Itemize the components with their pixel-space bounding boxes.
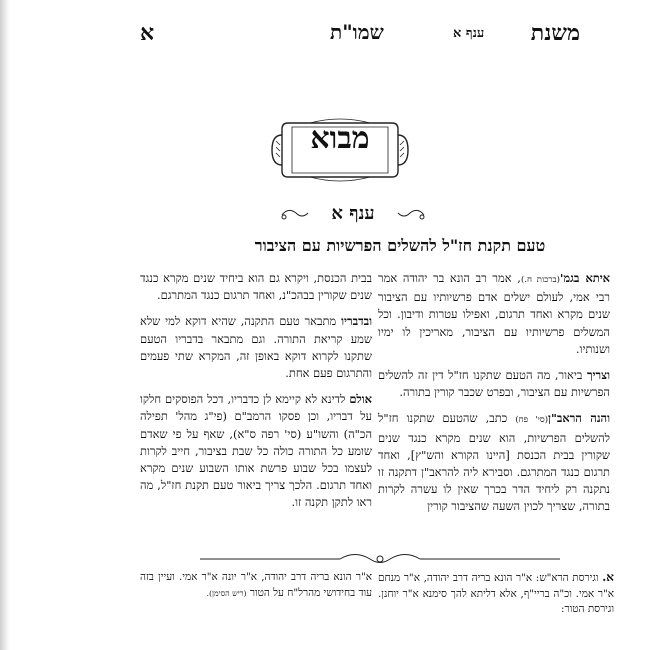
book-spine-shadow bbox=[0, 0, 10, 650]
paragraph-text: ביאור, מה הטעם שתקנו חז"ל דין זה להשלים הפרשיות עם הציבור, ובפרט שכבר קורין בתורה. bbox=[378, 368, 610, 400]
paragraph bbox=[140, 391, 372, 511]
paragraph-text: כתב, שהטעם שתקנו חז"ל להשלים הפרשיות, הוא שנים מקרא כנגד שנים שקורין בבית הכנסת [היינו הקורא והש"ץ], ואחד תרגום כנגד המתרגם. וסבירא ליה להראב"ן דתקנה זו נתקנה רק ליחיד הדר בכרך שאין לו עשרה לקרות בתורה, שצריך לכוין השעה שהציבור קורין bbox=[378, 411, 610, 514]
header-section: ענף א bbox=[453, 26, 485, 41]
paragraph-text: , אמר רב הונא בר יהודה אמר רבי אמי, לעולם ישלים אדם פרשיותיו עם הציבור שנים מקרא ואחד תרגום, ואפילו עטרות ודיבון. וכל המשלים פרשיותיו עם הציבור, מאריכין לו ימיו ושנותיו. bbox=[378, 271, 610, 356]
chapter-title: ענף א bbox=[331, 203, 375, 224]
right-text-column bbox=[378, 270, 610, 525]
footnote-right bbox=[378, 570, 614, 618]
paragraph bbox=[378, 410, 610, 515]
header-title: שמו"ת bbox=[330, 20, 384, 44]
section-subtitle: טעם תקנת חז"ל להשלים הפרשיות עם הציבור bbox=[254, 236, 546, 255]
running-header bbox=[140, 20, 580, 50]
header-book-name: משנת bbox=[530, 20, 580, 46]
paragraph-lead: וצריך bbox=[586, 368, 610, 383]
paragraph-lead: איתא בגמ' bbox=[559, 271, 610, 285]
footnote-marker: א. bbox=[602, 570, 614, 584]
paragraph bbox=[140, 270, 372, 304]
paragraph-text: בבית הכנסת, ויקרא גם הוא ביחיד שנים מקרא כנגד שנים שקורין בבהכ"נ, ואחד תרגום כנגד המתרגם. bbox=[140, 271, 372, 303]
footnote-text: וגירסת הרא"ש: א"ר הונא בריה דרב יהודה, א"ר מנחם א"ר אמי. וכ"ה בריי"ף, אלא דליתא להך סימנא א"ר יוחנן. וגירסת הטור: bbox=[378, 572, 614, 615]
paragraph-lead: אולם bbox=[349, 392, 372, 407]
paragraph-text: מתבאר טעם התקנה, שהיא דוקא למי שלא שמע קריאת התורה. וגם מתבאר בדבריו הטעם שתקנו לקרוא דוקא באופן זה, המקרא שתי פעמים והתרגום פעם אחת. bbox=[140, 314, 372, 381]
source-reference: (סי' פח) bbox=[515, 415, 549, 426]
paragraph bbox=[378, 270, 610, 358]
left-text-column bbox=[140, 270, 372, 521]
intro-title: מבוא bbox=[310, 121, 370, 156]
paragraph-lead: והנה הראב"ן bbox=[548, 411, 611, 426]
header-page-letter: א bbox=[140, 20, 155, 46]
paragraph-text: לדינא לא קיימא לן כדבריו, דכל הפוסקים חלקו על דבריו, וכן פסקו הרמב"ם (פי"ג מהל' תפילה הכ"ה) והשו"ע (סי' רפה ס"א), שאף על פי שאדם שומע כל התורה כולה כל שבת בציבור, חייב לקרות לעצמו בכל שבוע פרשת אותו השבוע שנים מקרא ואחד תרגום. הלכך צריך ביאור טעם תקנת חז"ל, מה ראו לתקן תקנה זו. bbox=[140, 392, 372, 510]
footnote-text: א"ר הונא בריה דרב יהודה, א"ר יונה א"ר אמי. ועיין בזה עוד בחידושי מהרל"ח על הטור bbox=[140, 571, 372, 599]
footnote-divider-ornament bbox=[190, 548, 570, 570]
paragraph bbox=[378, 367, 610, 401]
footnote-left bbox=[140, 570, 372, 601]
paragraph-lead: ובדבריו bbox=[341, 314, 372, 329]
paragraph bbox=[140, 313, 372, 382]
source-reference: (ריש הסימן). bbox=[206, 588, 247, 598]
source-reference: (ברכות ח.) bbox=[520, 275, 560, 285]
